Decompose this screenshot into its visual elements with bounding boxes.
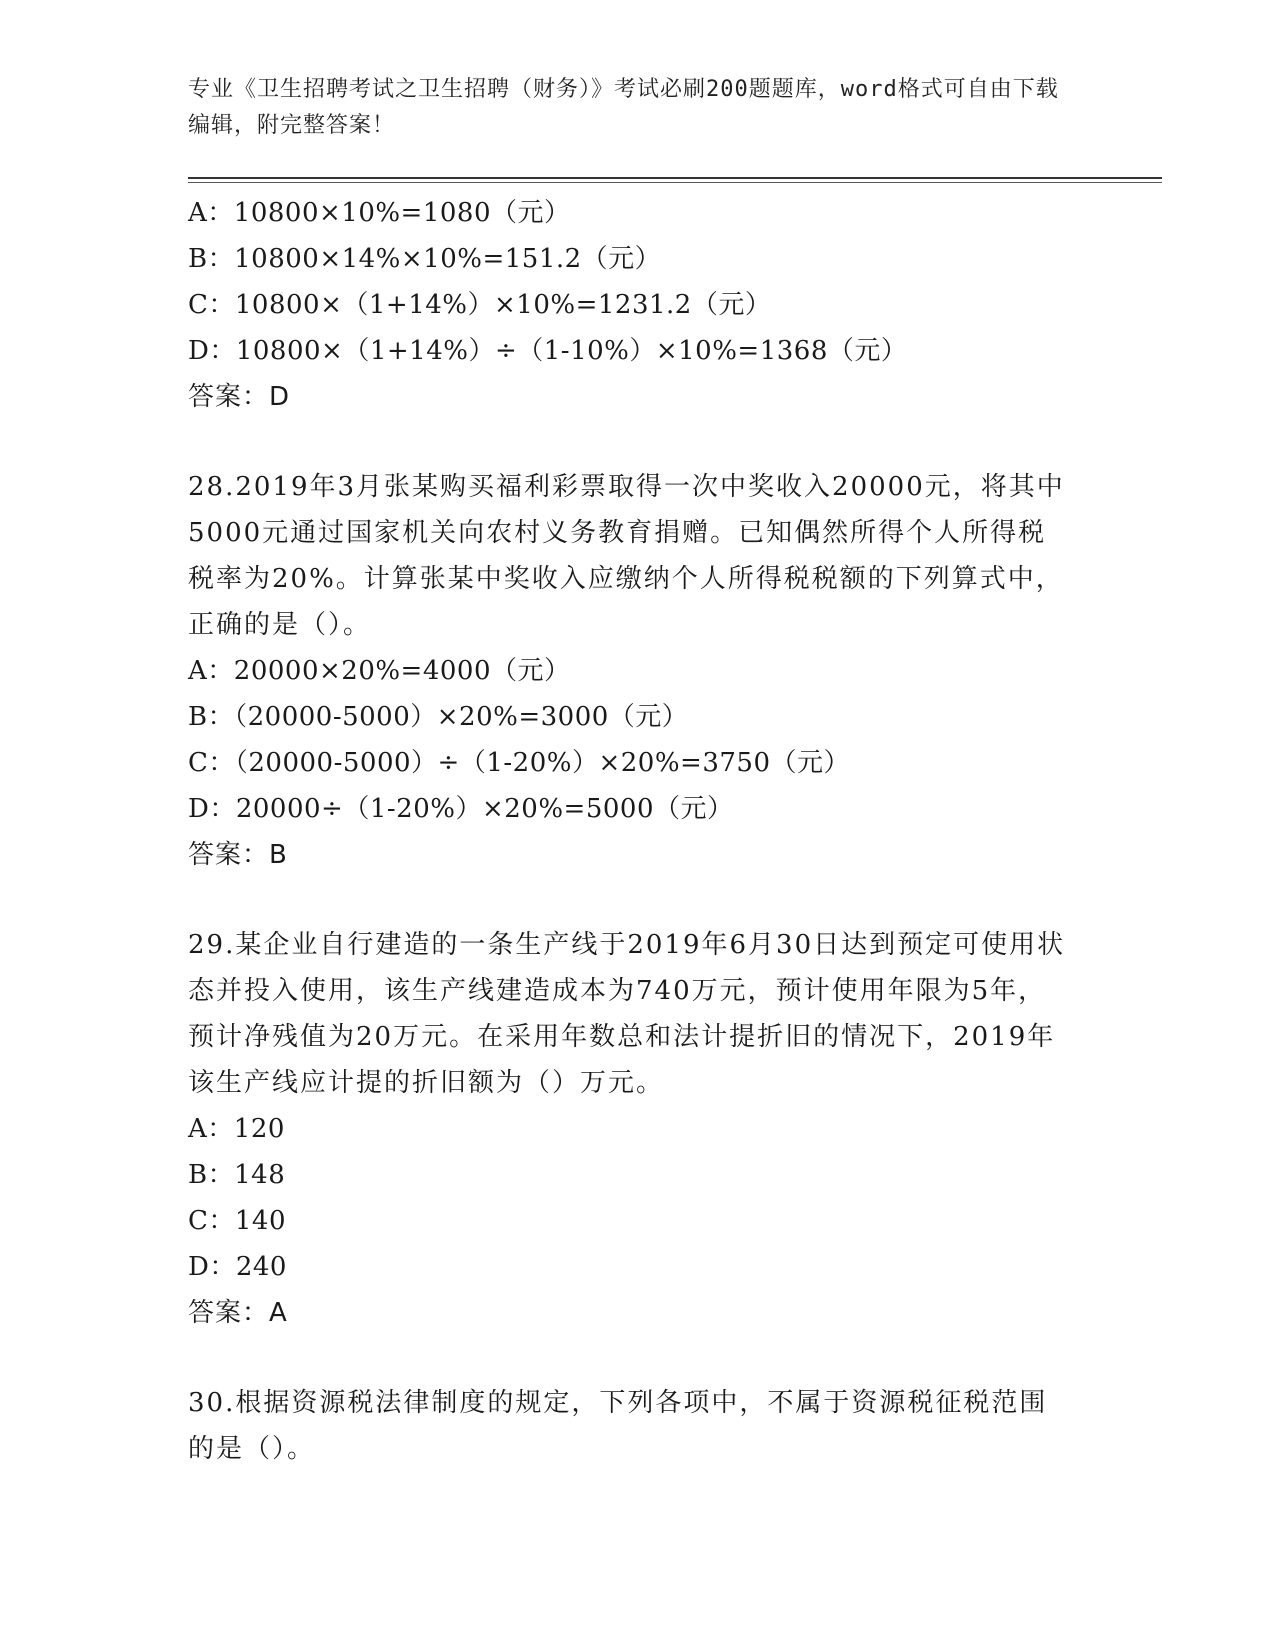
- option-b: B：10800×14%×10%=151.2（元）: [188, 244, 662, 274]
- question-27: [188, 190, 1068, 420]
- question-28: [188, 464, 1068, 878]
- option-d: D：10800×（1+14%）÷（1-10%）×10%=1368（元）: [188, 336, 908, 366]
- document-header: 专业《卫生招聘考试之卫生招聘（财务）》考试必刷200题题库，word格式可自由下载编辑，附完整答案！: [188, 77, 1059, 138]
- answer: 答案：D: [188, 382, 291, 412]
- answer: 答案：B: [188, 840, 288, 870]
- option-b: B：148: [188, 1160, 286, 1190]
- option-b: B：（20000-5000）×20%=3000（元）: [188, 702, 689, 732]
- question-text: 28.2019年3月张某购买福利彩票取得一次中奖收入20000元，将其中5000元通过国家机关向农村义务教育捐赠。已知偶然所得个人所得税税率为20%。计算张某中奖收入应缴纳个人所得税税额的下列算式中，正确的是（）。: [188, 472, 1065, 640]
- header-divider: [188, 177, 1162, 179]
- answer: 答案：A: [188, 1298, 288, 1328]
- option-a: A：20000×20%=4000（元）: [188, 656, 571, 686]
- option-c: C：（20000-5000）÷（1-20%）×20%=3750（元）: [188, 748, 850, 778]
- option-a: A：10800×10%=1080（元）: [188, 198, 571, 228]
- header-divider-thin: [188, 182, 1162, 183]
- question-text: 30.根据资源税法律制度的规定，下列各项中，不属于资源税征税范围的是（）。: [188, 1388, 1048, 1464]
- question-29: [188, 922, 1068, 1336]
- option-d: D：20000÷（1-20%）×20%=5000（元）: [188, 794, 734, 824]
- option-c: C：10800×（1+14%）×10%=1231.2（元）: [188, 290, 772, 320]
- option-a: A：120: [188, 1114, 285, 1144]
- question-text: 29.某企业自行建造的一条生产线于2019年6月30日达到预定可使用状态并投入使用，该生产线建造成本为740万元，预计使用年限为5年，预计净残值为20万元。在采用年数总和法计提折旧的情况下，2019年该生产线应计提的折旧额为（）万元。: [188, 930, 1066, 1098]
- question-30: [188, 1380, 1068, 1472]
- option-d: D：240: [188, 1252, 287, 1282]
- option-c: C：140: [188, 1206, 287, 1236]
- question-list: [188, 190, 1068, 1472]
